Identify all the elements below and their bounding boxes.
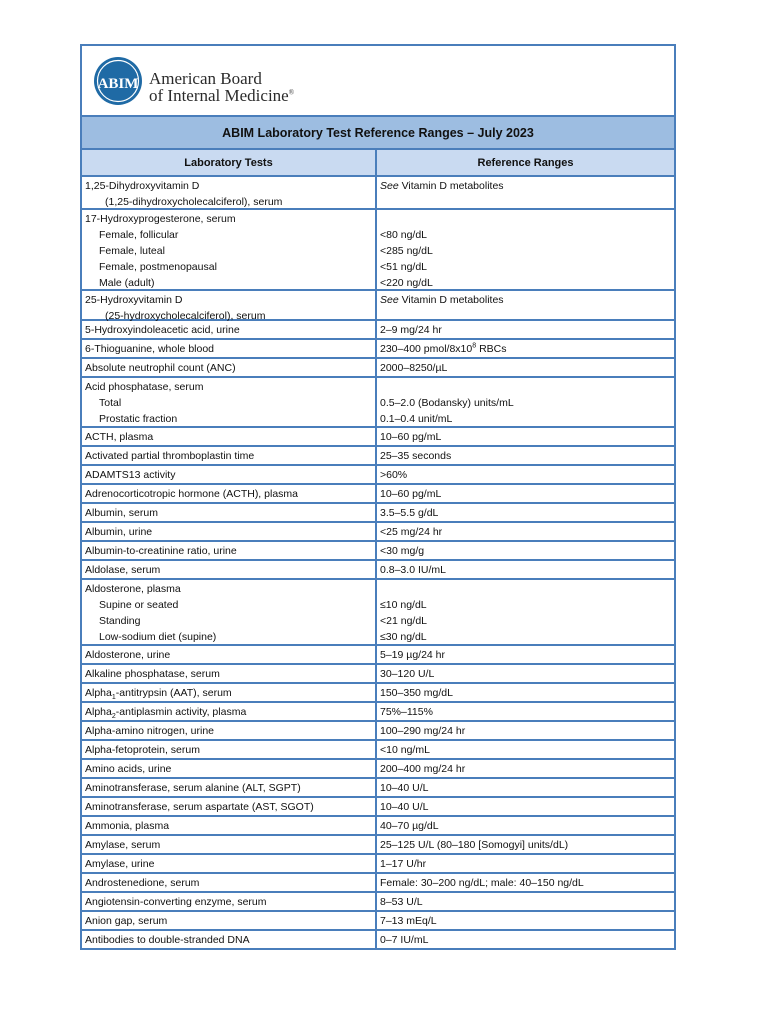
test-name: Aminotransferase, serum aspartate (AST, SGOT) <box>85 801 314 813</box>
table-row <box>82 378 674 428</box>
reference-range-cell <box>377 359 674 376</box>
test-name-cell <box>82 523 377 540</box>
table-row <box>82 798 674 817</box>
test-name-cell <box>82 210 377 289</box>
reference-range-cell <box>377 722 674 739</box>
table-row <box>82 359 674 378</box>
test-name: ADAMTS13 activity <box>85 469 176 481</box>
reference-range-cell <box>377 684 674 701</box>
test-name-cell <box>82 359 377 376</box>
table-row <box>82 855 674 874</box>
table-row <box>82 561 674 580</box>
test-name-cell <box>82 855 377 872</box>
reference-range-cell <box>377 646 674 663</box>
table-row <box>82 703 674 722</box>
test-subcategory: Low-sodium diet (supine) <box>99 631 217 643</box>
test-name-cell <box>82 741 377 758</box>
test-name: Amylase, urine <box>85 858 155 870</box>
reference-range: 10–60 pg/mL <box>380 488 442 500</box>
reference-range-cell <box>377 665 674 682</box>
abim-seal-icon <box>93 56 143 106</box>
test-name-cell <box>82 447 377 464</box>
test-name-cell <box>82 912 377 929</box>
logo-area <box>82 46 674 117</box>
test-name: Aminotransferase, serum alanine (ALT, SGPT) <box>85 782 301 794</box>
table-row <box>82 542 674 561</box>
test-name-cell <box>82 466 377 483</box>
table-row <box>82 466 674 485</box>
table-row <box>82 779 674 798</box>
reference-range-cell <box>377 321 674 338</box>
test-name: Alkaline phosphatase, serum <box>85 668 220 680</box>
test-subcategory: Female, follicular <box>99 229 179 241</box>
test-name: Aldolase, serum <box>85 564 161 576</box>
test-name-cell <box>82 504 377 521</box>
reference-range-cell <box>377 931 674 948</box>
reference-range-cell <box>377 177 674 208</box>
reference-range-cell <box>377 428 674 445</box>
test-subcategory: Total <box>99 397 122 409</box>
reference-range: <80 ng/dL <box>380 229 428 241</box>
see-reference: See <box>380 180 399 192</box>
reference-range: See Vitamin D metabolites <box>380 294 504 306</box>
organization-name-line1: American Board <box>149 69 262 88</box>
test-name-cell <box>82 177 377 208</box>
table-row <box>82 893 674 912</box>
test-name: 17-Hydroxyprogesterone, serum <box>85 213 236 225</box>
test-name: Androstenedione, serum <box>85 877 200 889</box>
test-name-cell <box>82 428 377 445</box>
table-row <box>82 817 674 836</box>
subscript: 1 <box>111 694 116 701</box>
reference-range-cell <box>377 855 674 872</box>
table-row <box>82 722 674 741</box>
reference-range-document <box>80 44 676 950</box>
see-reference: See <box>380 294 399 306</box>
reference-range: 2000–8250/µL <box>380 362 448 374</box>
reference-range-cell <box>377 580 674 644</box>
column-header-tests: Laboratory Tests <box>82 150 377 175</box>
reference-range-cell <box>377 703 674 720</box>
test-subcategory: Female, postmenopausal <box>99 261 217 273</box>
test-name: Ammonia, plasma <box>85 820 170 832</box>
reference-range-cell <box>377 466 674 483</box>
reference-range: 0.8–3.0 IU/mL <box>380 564 446 576</box>
spacer <box>380 211 674 227</box>
column-header-ranges: Reference Ranges <box>477 156 574 169</box>
reference-range-cell <box>377 874 674 891</box>
reference-range: 40–70 µg/dL <box>380 820 439 832</box>
reference-range: 75%–115% <box>380 706 433 718</box>
reference-range: 25–35 seconds <box>380 450 452 462</box>
test-name-cell <box>82 779 377 796</box>
spacer <box>380 581 674 597</box>
test-name: Aldosterone, plasma <box>85 583 181 595</box>
subscript: 2 <box>111 713 116 720</box>
test-name-cell <box>82 646 377 663</box>
test-name: ACTH, plasma <box>85 431 154 443</box>
table-row <box>82 504 674 523</box>
table-row <box>82 684 674 703</box>
test-name: Alpha-amino nitrogen, urine <box>85 725 214 737</box>
reference-range: 10–40 U/L <box>380 801 429 813</box>
reference-range: ≤30 ng/dL <box>380 631 427 643</box>
reference-range: <51 ng/dL <box>380 261 428 273</box>
test-name-cell <box>82 931 377 948</box>
reference-range: 100–290 mg/24 hr <box>380 725 466 737</box>
reference-range: 0.5–2.0 (Bodansky) units/mL <box>380 397 514 409</box>
reference-range: <10 ng/mL <box>380 744 430 756</box>
table-row <box>82 646 674 665</box>
reference-range-cell <box>377 523 674 540</box>
table-row <box>82 741 674 760</box>
table-row <box>82 836 674 855</box>
test-name-cell <box>82 485 377 502</box>
table-row <box>82 321 674 340</box>
spacer <box>380 379 674 395</box>
reference-range-cell <box>377 798 674 815</box>
table-row <box>82 874 674 893</box>
reference-range-cell <box>377 817 674 834</box>
reference-range: <30 mg/g <box>380 545 425 557</box>
test-name-cell <box>82 760 377 777</box>
table-row <box>82 340 674 359</box>
test-name: Anion gap, serum <box>85 915 168 927</box>
test-name-cell <box>82 378 377 426</box>
test-name-cell <box>82 542 377 559</box>
reference-range: 150–350 mg/dL <box>380 687 453 699</box>
test-name: Alpha$_2$-antiplasmin activity, plasma <box>85 706 247 720</box>
table-row <box>82 177 674 210</box>
test-name: 1,25-Dihydroxyvitamin D <box>85 180 200 192</box>
test-name-cell <box>82 703 377 720</box>
test-name-cell <box>82 874 377 891</box>
test-subcategory: Female, luteal <box>99 245 165 257</box>
test-subcategory: Male (adult) <box>99 277 155 289</box>
reference-range: 10–40 U/L <box>380 782 429 794</box>
test-name-cell <box>82 836 377 853</box>
test-name: Aldosterone, urine <box>85 649 171 661</box>
superscript: 8 <box>472 342 477 350</box>
table-body <box>82 177 674 950</box>
test-name: Amino acids, urine <box>85 763 172 775</box>
test-name: Albumin, serum <box>85 507 158 519</box>
test-name-cell <box>82 561 377 578</box>
test-name: Alpha$_1$-antitrypsin (AAT), serum <box>85 687 232 701</box>
reference-range: 8–53 U/L <box>380 896 423 908</box>
reference-range: 25–125 U/L (80–180 [Somogyi] units/dL) <box>380 839 569 851</box>
test-name: (25-hydroxycholecalciferol), serum <box>105 310 266 322</box>
reference-range-cell <box>377 542 674 559</box>
reference-range-cell <box>377 291 674 319</box>
table-row <box>82 665 674 684</box>
reference-range-cell <box>377 561 674 578</box>
reference-range: <220 ng/dL <box>380 277 433 289</box>
reference-range: 2–9 mg/24 hr <box>380 324 442 336</box>
reference-range: <285 ng/dL <box>380 245 433 257</box>
reference-range-cell <box>377 836 674 853</box>
table-row <box>82 523 674 542</box>
reference-range: See Vitamin D metabolites <box>380 180 504 192</box>
test-name: Amylase, serum <box>85 839 161 851</box>
test-name: 25-Hydroxyvitamin D <box>85 294 183 306</box>
reference-range: 10–60 pg/mL <box>380 431 442 443</box>
test-name: Angiotensin-converting enzyme, serum <box>85 896 267 908</box>
test-name-cell <box>82 817 377 834</box>
table-row <box>82 447 674 466</box>
test-subcategory: Standing <box>99 615 141 627</box>
reference-range-cell <box>377 893 674 910</box>
reference-range-cell <box>377 210 674 289</box>
reference-range-cell <box>377 378 674 426</box>
reference-range: 7–13 mEq/L <box>380 915 437 927</box>
reference-range: <25 mg/24 hr <box>380 526 443 538</box>
test-name-cell <box>82 340 377 357</box>
test-subcategory: Supine or seated <box>99 599 179 611</box>
table-row <box>82 760 674 779</box>
table-row <box>82 931 674 950</box>
test-name-cell <box>82 722 377 739</box>
test-name-cell <box>82 893 377 910</box>
reference-range: >60% <box>380 469 408 481</box>
test-name: (1,25-dihydroxycholecalciferol), serum <box>105 196 283 208</box>
reference-range-cell <box>377 779 674 796</box>
table-row <box>82 580 674 646</box>
test-name: Acid phosphatase, serum <box>85 381 204 393</box>
test-name-cell <box>82 798 377 815</box>
table-row <box>82 291 674 321</box>
test-name: 6-Thioguanine, whole blood <box>85 343 215 355</box>
organization-name-line2: of Internal Medicine® <box>149 86 295 105</box>
reference-range-cell <box>377 912 674 929</box>
reference-range: 0–7 IU/mL <box>380 934 429 946</box>
test-subcategory: Prostatic fraction <box>99 413 178 425</box>
reference-range-cell <box>377 447 674 464</box>
reference-range: 3.5–5.5 g/dL <box>380 507 439 519</box>
reference-range: 5–19 µg/24 hr <box>380 649 446 661</box>
reference-range: 230–400 pmol/$8x10^8$ RBCs <box>380 342 507 355</box>
table-row <box>82 485 674 504</box>
test-name: Activated partial thromboplastin time <box>85 450 255 462</box>
reference-range: 200–400 mg/24 hr <box>380 763 466 775</box>
test-name: Albumin-to-creatinine ratio, urine <box>85 545 237 557</box>
test-name: Albumin, urine <box>85 526 153 538</box>
reference-range: 30–120 U/L <box>380 668 435 680</box>
table-row <box>82 428 674 447</box>
test-name: Adrenocorticotropic hormone (ACTH), plasma <box>85 488 298 500</box>
reference-range-cell <box>377 504 674 521</box>
reference-range: 1–17 U/hr <box>380 858 427 870</box>
svg-text:ABIM: ABIM <box>97 76 139 92</box>
test-name: Antibodies to double-stranded DNA <box>85 934 250 946</box>
table-header <box>82 150 674 177</box>
table-row <box>82 210 674 291</box>
test-name-cell <box>82 684 377 701</box>
test-name-cell <box>82 665 377 682</box>
test-name: Absolute neutrophil count (ANC) <box>85 362 236 374</box>
reference-range-cell <box>377 485 674 502</box>
test-name-cell <box>82 580 377 644</box>
organization-name <box>149 70 294 104</box>
test-name-cell <box>82 321 377 338</box>
reference-range-cell <box>377 340 674 357</box>
test-name: Alpha-fetoprotein, serum <box>85 744 200 756</box>
test-name-cell <box>82 291 377 322</box>
reference-range-cell <box>377 741 674 758</box>
reference-range: ≤10 ng/dL <box>380 599 427 611</box>
reference-range: <21 ng/dL <box>380 615 428 627</box>
reference-range: Female: 30–200 ng/dL; male: 40–150 ng/dL <box>380 877 584 889</box>
reference-range-cell <box>377 760 674 777</box>
test-name: 5-Hydroxyindoleacetic acid, urine <box>85 324 240 336</box>
reference-range: 0.1–0.4 unit/mL <box>380 413 453 425</box>
table-row <box>82 912 674 931</box>
document-title: ABIM Laboratory Test Reference Ranges – July 2023 <box>82 117 674 150</box>
